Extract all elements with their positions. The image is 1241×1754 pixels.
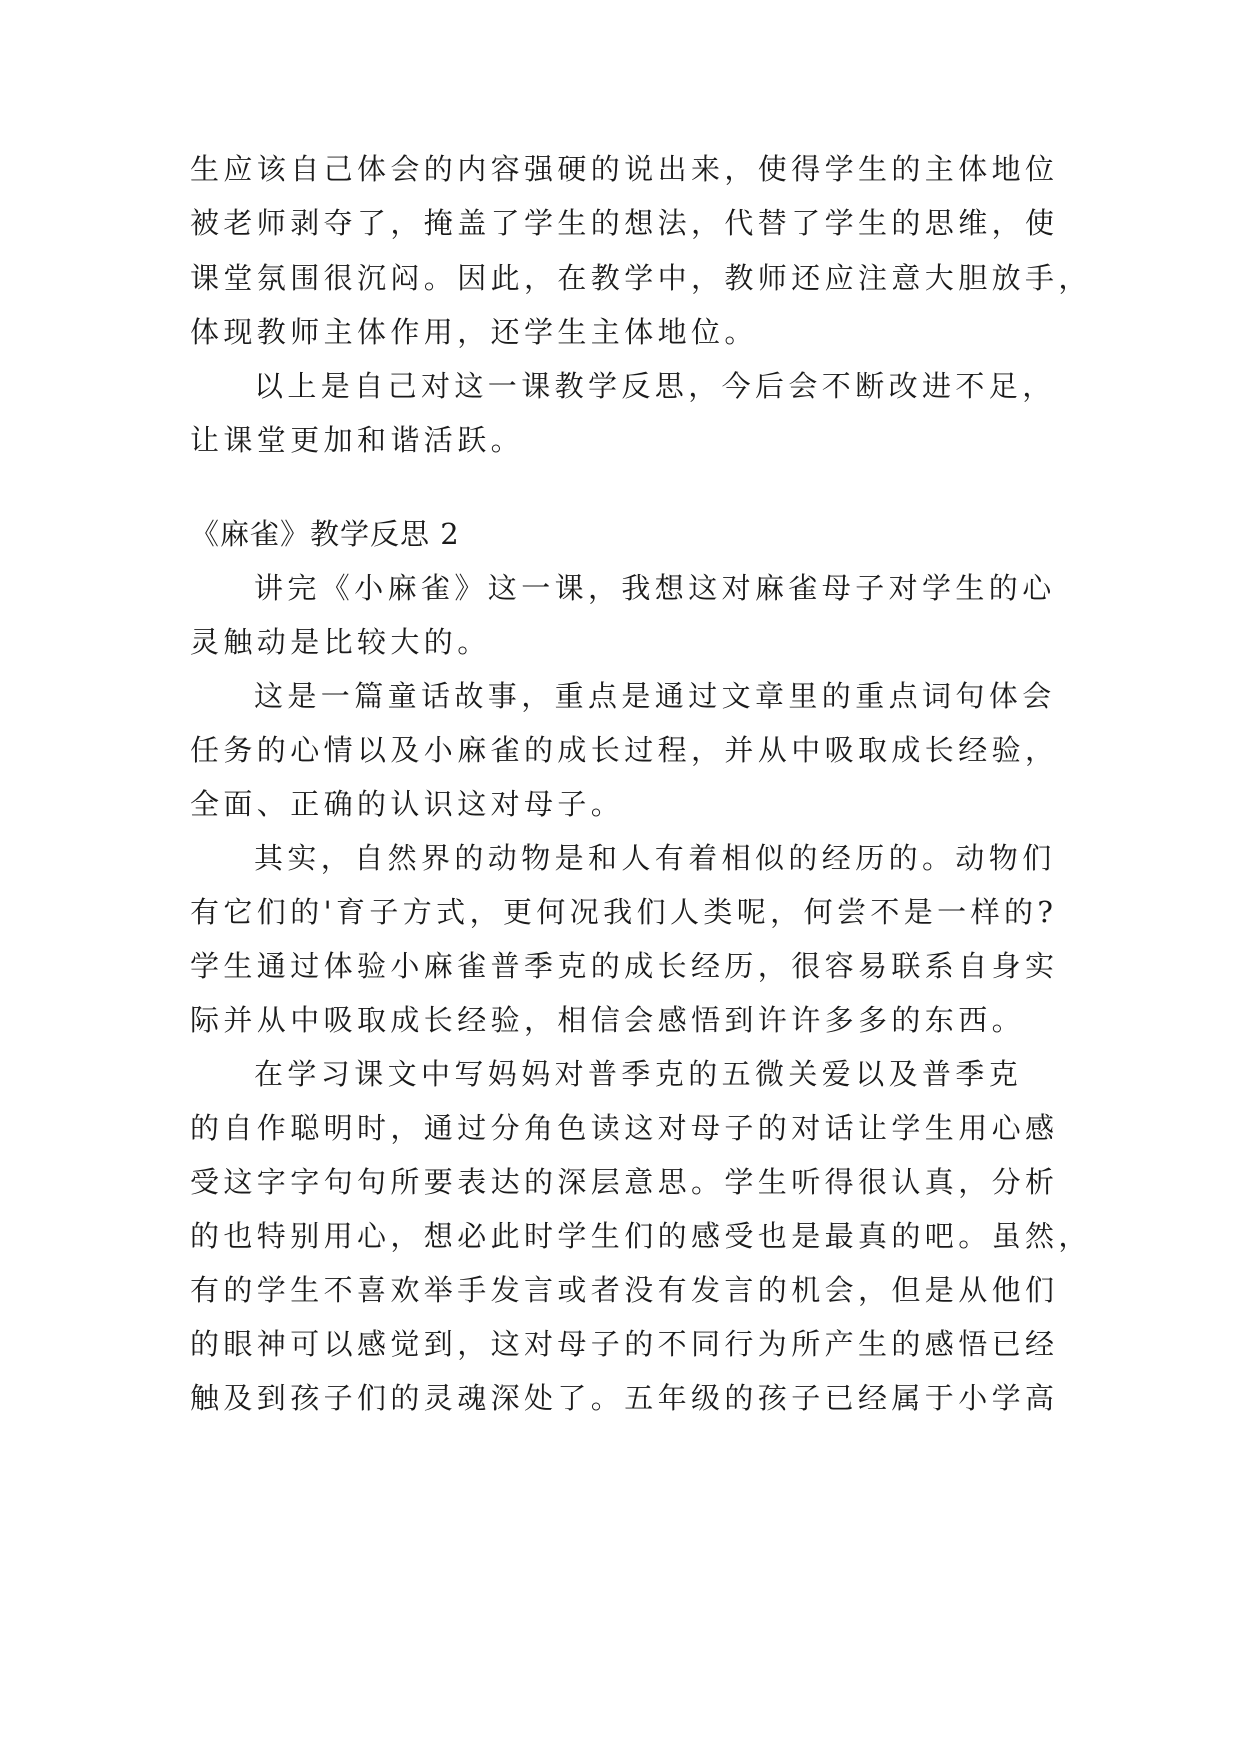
text-line: 灵触动是比较大的。 bbox=[190, 625, 491, 659]
section-title: 《麻雀》教学反思 2 bbox=[190, 517, 460, 551]
text-line: 的自作聪明时，通过分角色读这对母子的对话让学生用心感 bbox=[190, 1111, 1059, 1145]
text-line: 在学习课文中写妈妈对普季克的五微关爱以及普季克 bbox=[254, 1057, 1023, 1091]
text-line: 学生通过体验小麻雀普季克的成长经历，很容易联系自身实 bbox=[190, 949, 1059, 983]
text-line: 的眼神可以感觉到，这对母子的不同行为所产生的感悟已经 bbox=[190, 1327, 1059, 1361]
text-line: 际并从中吸取成长经验，相信会感悟到许许多多的东西。 bbox=[190, 1003, 1026, 1037]
text-line: 受这字字句句所要表达的深层意思。学生听得很认真，分析 bbox=[190, 1165, 1059, 1199]
text-line: 触及到孩子们的灵魂深处了。五年级的孩子已经属于小学高 bbox=[190, 1381, 1059, 1415]
text-line: 讲完《小麻雀》这一课，我想这对麻雀母子对学生的心 bbox=[254, 571, 1056, 605]
text-line: 体现教师主体作用，还学生主体地位。 bbox=[190, 315, 758, 349]
text-line: 有它们的'育子方式，更何况我们人类呢，何尝不是一样的? bbox=[190, 895, 1058, 929]
text-line: 被老师剥夺了，掩盖了学生的想法，代替了学生的思维，使 bbox=[190, 206, 1059, 240]
text-line: 让课堂更加和谐活跃。 bbox=[190, 423, 525, 457]
text-line: 的也特别用心，想必此时学生们的感受也是最真的吧。虽然， bbox=[190, 1219, 1092, 1253]
text-line: 这是一篇童话故事，重点是通过文章里的重点词句体会 bbox=[254, 679, 1056, 713]
text-line: 任务的心情以及小麻雀的成长过程，并从中吸取成长经验， bbox=[190, 733, 1059, 767]
text-line: 其实，自然界的动物是和人有着相似的经历的。动物们 bbox=[254, 841, 1056, 875]
text-line: 以上是自己对这一课教学反思，今后会不断改进不足， bbox=[254, 369, 1056, 403]
text-line: 全面、正确的认识这对母子。 bbox=[190, 787, 625, 821]
text-line: 课堂氛围很沉闷。因此，在教学中，教师还应注意大胆放手， bbox=[190, 261, 1092, 295]
text-line: 有的学生不喜欢举手发言或者没有发言的机会，但是从他们 bbox=[190, 1273, 1059, 1307]
text-line: 生应该自己体会的内容强硬的说出来，使得学生的主体地位 bbox=[190, 152, 1059, 186]
